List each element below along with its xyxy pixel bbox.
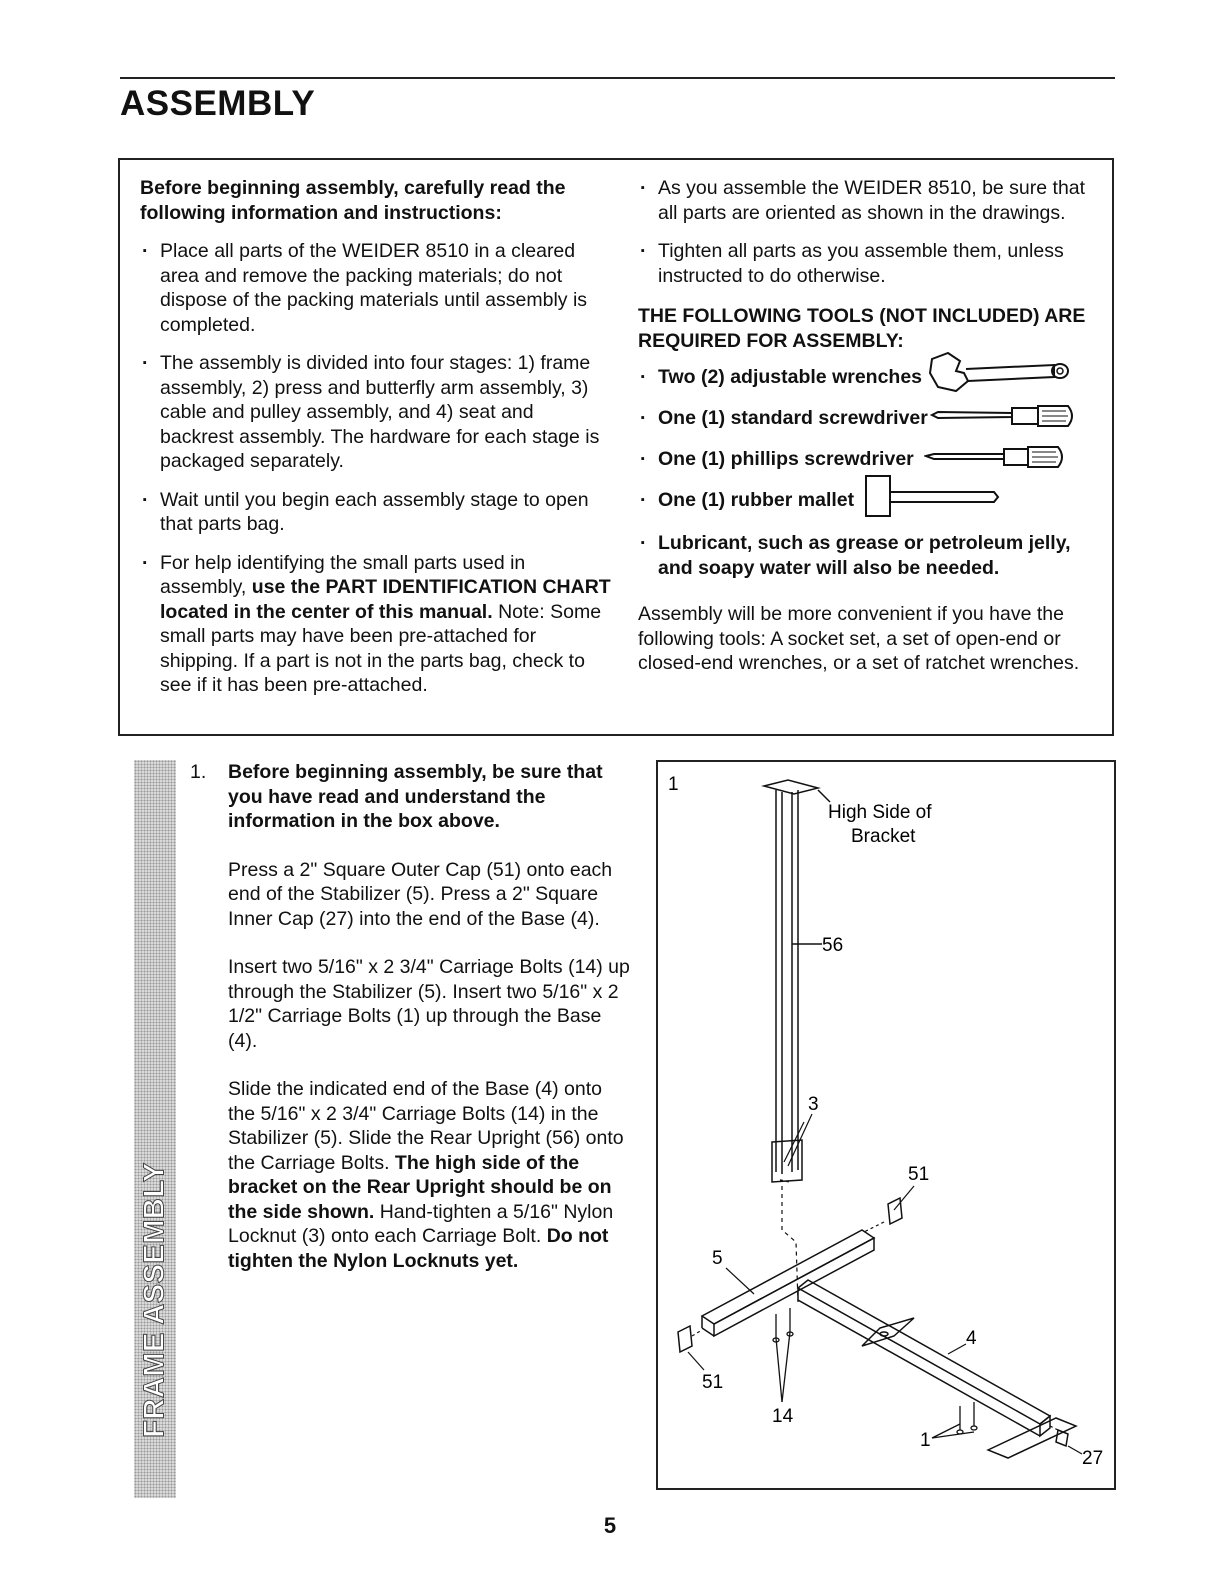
- alignment-dashes: [782, 1186, 798, 1302]
- page-number: 5: [603, 1513, 617, 1538]
- outer-cap-right: [888, 1198, 902, 1224]
- cap-left-leader: [688, 1352, 704, 1370]
- cap-right-dashes: [864, 1222, 884, 1232]
- section-side-tab: [134, 760, 176, 1498]
- tools-list: [638, 365, 1100, 529]
- info-bullet-tighten: · Tighten all parts as you assemble them, unless instructed to do otherwise.: [638, 239, 1100, 288]
- inner-cap: [1056, 1430, 1068, 1446]
- step-paragraph-caps: Press a 2" Square Outer Cap (51) onto each end of the Stabilizer (5). Press a 2" Square Inner Cap (27) into the end of the Base (4).: [228, 858, 613, 930]
- frame-assembly-figure: [658, 762, 1114, 1488]
- label-51-left: 51: [702, 1372, 724, 1393]
- tool-label: One (1) rubber mallet: [658, 489, 855, 511]
- help-text: For help identifying the small parts used in assembly,: [160, 551, 526, 598]
- step-paragraph-assembly: [228, 1077, 630, 1273]
- base: [798, 1280, 1076, 1458]
- tools-heading: THE FOLLOWING TOOLS (NOT INCLUDED) ARE REQUIRED FOR ASSEMBLY:: [638, 305, 1086, 352]
- label-27: 27: [1082, 1448, 1104, 1469]
- tool-rubber-mallet: [638, 488, 1100, 529]
- label-1: 1: [920, 1430, 931, 1451]
- label-3: 3: [808, 1094, 819, 1115]
- info-right-column: [638, 176, 1100, 676]
- info-left-column: [140, 176, 612, 698]
- label-51-right: 51: [908, 1164, 930, 1185]
- info-bullet-orientation: · As you assemble the WEIDER 8510, be sure that all parts are oriented as shown in the drawings.: [638, 176, 1100, 225]
- label-14: 14: [772, 1406, 794, 1427]
- bracket-callout-line: [818, 790, 830, 802]
- figure-box: [656, 760, 1116, 1490]
- step-1: [190, 760, 630, 1273]
- step-paragraph-bolts: Insert two 5/16" x 2 3/4" Carriage Bolts (14) up through the Stabilizer (5). Insert two 5/16" x 2 1/2" Carriage Bolts (1) up through the Base (4).: [228, 956, 630, 1052]
- info-box: [118, 158, 1114, 736]
- side-tab-label: FRAME ASSEMBLY: [138, 1162, 171, 1438]
- stabilizer-leader: [726, 1268, 754, 1294]
- rubber-mallet-icon: [864, 474, 1004, 520]
- step-bracket-note: The high side of the bracket on the Rear Upright should be on the side shown.: [228, 1151, 612, 1223]
- inner-cap-dashes: [1050, 1426, 1058, 1430]
- tool-label: One (1) phillips screwdriver: [658, 448, 914, 470]
- base-leader: [948, 1344, 966, 1354]
- step-warning: Do not tighten the Nylon Locknuts yet.: [228, 1225, 609, 1272]
- tool-label: One (1) standard screwdriver: [658, 407, 928, 429]
- info-bullet-3: · Wait until you begin each assembly stage to open that parts bag.: [140, 488, 612, 537]
- cap-left-dashes: [692, 1330, 702, 1336]
- page-title: ASSEMBLY: [120, 84, 316, 123]
- carriage-bolts-14: [773, 1308, 793, 1402]
- lubricant-note: · Lubricant, such as grease or petroleum jelly, and soapy water will also be needed.: [638, 531, 1100, 580]
- bracket-callout-line2: Bracket: [851, 826, 916, 847]
- bracket-callout-line1: High Side of: [828, 802, 932, 823]
- convenience-note: Assembly will be more convenient if you have the following tools: A socket set, a set of open-end or closed-end wrenches, or a set of ratchet wrenches.: [638, 603, 1080, 674]
- stabilizer: [702, 1230, 874, 1336]
- help-chart-ref: use the PART IDENTIFICATION CHART located in the center of this manual.: [160, 576, 611, 623]
- tool-label: Two (2) adjustable wrenches: [658, 366, 923, 388]
- step-assembly-text: Slide the indicated end of the Base (4) onto the 5/16" x 2 3/4" Carriage Bolts (14) in the Stabilizer (5). Slide the Rear Upright (56) onto the Carriage Bolts.: [228, 1078, 624, 1174]
- step-number: 1.: [190, 761, 207, 783]
- adjustable-wrench-icon: [926, 351, 1076, 395]
- step-locknut-text: Hand-tighten a 5/16" Nylon Locknut (3) onto each Carriage Bolt.: [228, 1200, 614, 1247]
- cap-right-leader: [894, 1186, 914, 1210]
- rear-upright: [764, 780, 818, 1182]
- figure-step-label: 1: [668, 774, 679, 795]
- carriage-bolts-1: [932, 1402, 977, 1438]
- outer-cap-left: [678, 1326, 692, 1352]
- label-56: 56: [822, 935, 844, 956]
- tool-adjustable-wrench: [638, 365, 1100, 406]
- label-5: 5: [712, 1248, 723, 1269]
- inner-cap-leader: [1068, 1446, 1082, 1454]
- side-tab-label-wrap: [134, 760, 176, 1498]
- step-intro: Before beginning assembly, be sure that you have read and understand the information in the box above.: [228, 761, 603, 832]
- help-note: Note: Some small parts may have been pre-attached for shipping. If a part is not in the parts bag, check to see if it has been pre-attached.: [160, 600, 602, 696]
- standard-screwdriver-icon: [930, 402, 1078, 430]
- info-bullet-help: [140, 551, 612, 698]
- label-4: 4: [966, 1328, 977, 1349]
- info-bullet-2: · The assembly is divided into four stages: 1) frame assembly, 2) press and butterfly arm assembly, 3) cable and pulley assembly, and 4) seat and backrest assembly. The hardware for each stage is packaged separately.: [140, 351, 612, 474]
- info-bullet-1: · Place all parts of the WEIDER 8510 in a cleared area and remove the packing materials; do not dispose of the packing materials until assembly is completed.: [140, 239, 612, 337]
- step-body: [228, 760, 630, 1273]
- info-heading: Before beginning assembly, carefully read the following information and instructions:: [140, 177, 566, 224]
- phillips-screwdriver-icon: [924, 443, 1072, 471]
- header-rule: [120, 77, 1115, 79]
- tool-standard-screwdriver: [638, 406, 1100, 447]
